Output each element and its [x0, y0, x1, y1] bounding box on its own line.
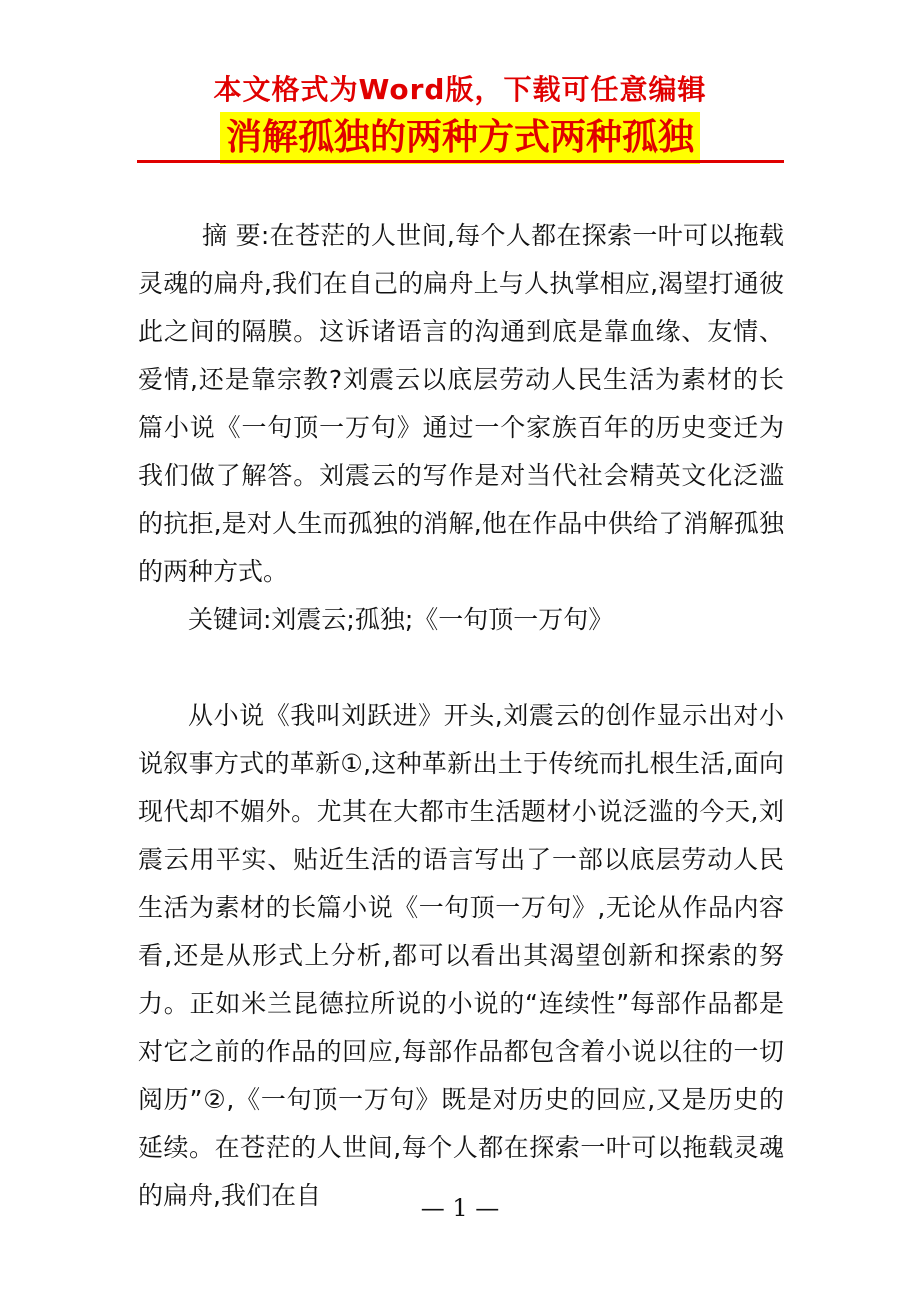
page-number: — 1 —	[420, 1194, 500, 1222]
format-notice: 本文格式为Word版，下载可任意编辑	[213, 73, 707, 106]
document-title: 消解孤独的两种方式两种孤独	[220, 112, 700, 164]
title-divider	[137, 160, 784, 163]
title-container	[0, 112, 920, 164]
abstract-paragraph: 摘 要:在苍茫的人世间,每个人都在探索一叶可以拖载灵魂的扁舟,我们在自己的扁舟上与人执掌相应,渴望打通彼此之间的隔膜。这诉诸语言的沟通到底是靠血缘、友情、爱情,还是靠宗教?刘震云以底层劳动人民生活为素材的长篇小说《一句顶一万句》通过一个家族百年的历史变迁为我们做了解答。刘震云的写作是对当代社会精英文化泛滥的抗拒,是对人生而孤独的消解,他在作品中供给了消解孤独的两种方式。	[138, 221, 784, 586]
keywords-line: 关键词:刘震云;孤独;《一句顶一万句》	[188, 605, 614, 634]
body-paragraph: 从小说《我叫刘跃进》开头,刘震云的创作显示出对小说叙事方式的革新①,这种革新出土于传统而扎根生活,面向现代却不媚外。尤其在大都市生活题材小说泛滥的今天,刘震云用平实、贴近生活的语言写出了一部以底层劳动人民生活为素材的长篇小说《一句顶一万句》,无论从作品内容看,还是从形式上分析,都可以看出其渴望创新和探索的努力。正如米兰昆德拉所说的小说的“连续性”每部作品都是对它之前的作品的回应,每部作品都包含着小说以往的一切阅历”②,《一句顶一万句》既是对历史的回应,又是历史的延续。在苍茫的人世间,每个人都在探索一叶可以拖载灵魂的扁舟,我们在自	[138, 701, 784, 1210]
